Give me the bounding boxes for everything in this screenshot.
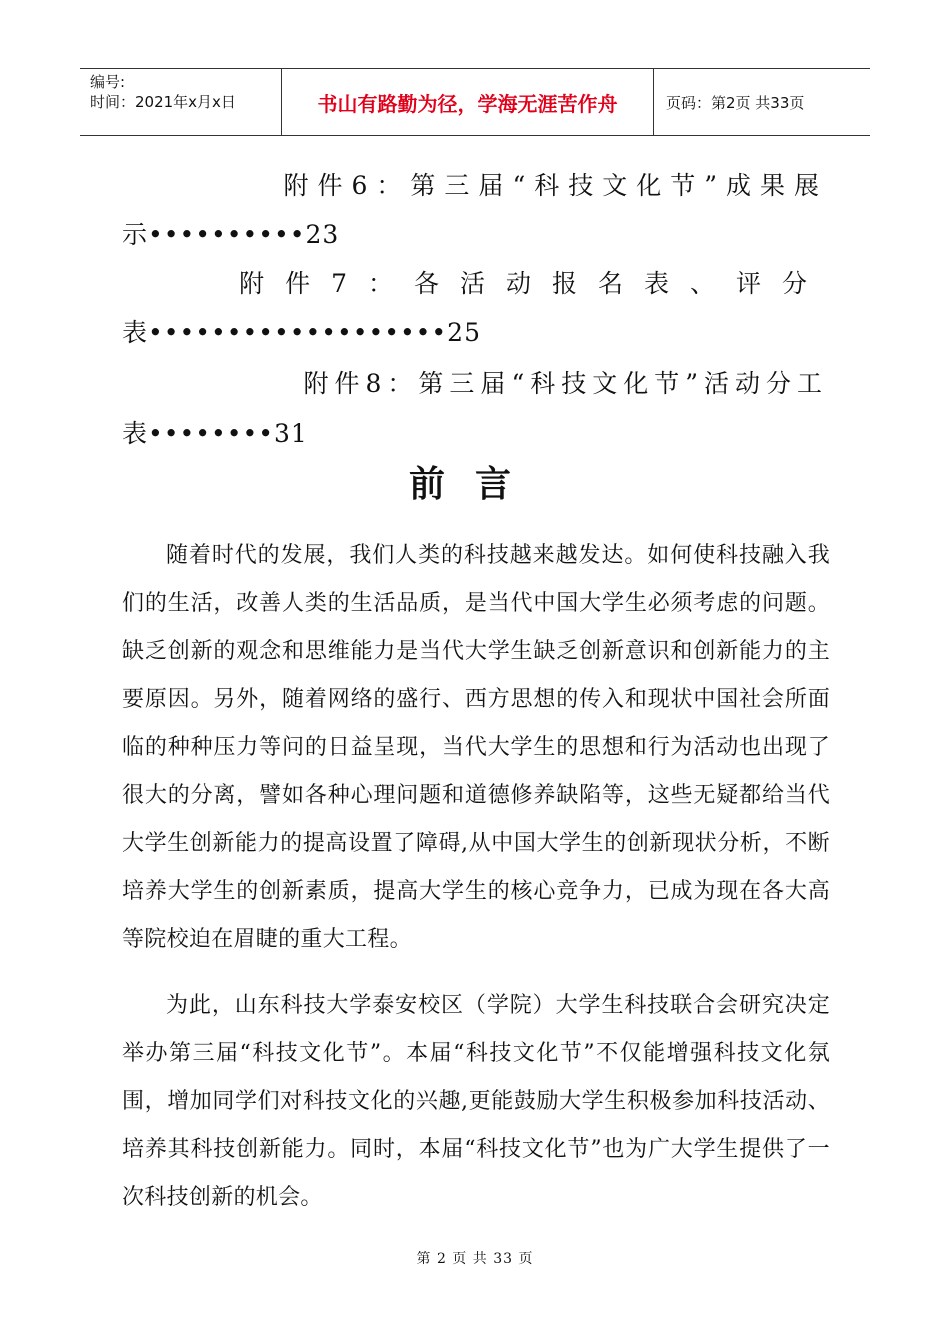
section-title: 前言 — [408, 464, 541, 505]
page-footer: 第 2 页 共 33 页 — [416, 1251, 534, 1267]
date-label: 时间：2021年x月x日 — [90, 93, 236, 111]
header-page-info: 页码：第2页 共33页 — [666, 93, 805, 112]
toc-item-6-line1: 附件6：第三届“科技文化节”成果展 — [283, 171, 828, 200]
paragraph-2: 为此，山东科技大学泰安校区（学院）大学生科技联合会研究决定举办第三届“科技文化节”。本届“科技文化节”不仅能增强科技文化氛围，增加同学们对科技文化的兴趣,更能鼓励大学生积极参加科技活动、培养其科技创新能力。同时，本届“科技文化节”也为广大学生提供了一次科技创新的机会。 — [122, 993, 830, 1210]
paragraph-1: 随着时代的发展，我们人类的科技越来越发达。如何使科技融入我们的生活，改善人类的生活品质，是当代中国大学生必须考虑的问题。缺乏创新的观念和思维能力是当代大学生缺乏创新意识和创新能力的主要原因。另外，随着网络的盛行、西方思想的传入和现状中国社会所面临的种种压力等问的日益呈现，当代大学生的思想和行为活动也出现了很大的分离，譬如各种心理问题和道德修养缺陷等，这些无疑都给当代大学生创新能力的提高设置了障碍,从中国大学生的创新现状分析，不断培养大学生的创新素质，提高大学生的核心竞争力，已成为现在各大高等院校迫在眉睫的重大工程。 — [122, 543, 830, 952]
page-header — [80, 68, 870, 136]
header-motto: 书山有路勤为径，学海无涯苦作舟 — [282, 69, 654, 135]
toc-item-8-line1: 附件8：第三届“科技文化节”活动分工 — [303, 369, 828, 398]
toc-item-7-line2: 表•••••••••••••••••••25 — [122, 318, 481, 347]
toc-item-8-line2: 表••••••••31 — [122, 419, 308, 448]
number-label: 编号: — [90, 73, 126, 91]
toc-item-6-line2: 示••••••••••23 — [122, 220, 340, 249]
toc-item-7-line1: 附件7：各活动报名表、评分 — [239, 269, 828, 298]
header-meta — [80, 69, 282, 135]
